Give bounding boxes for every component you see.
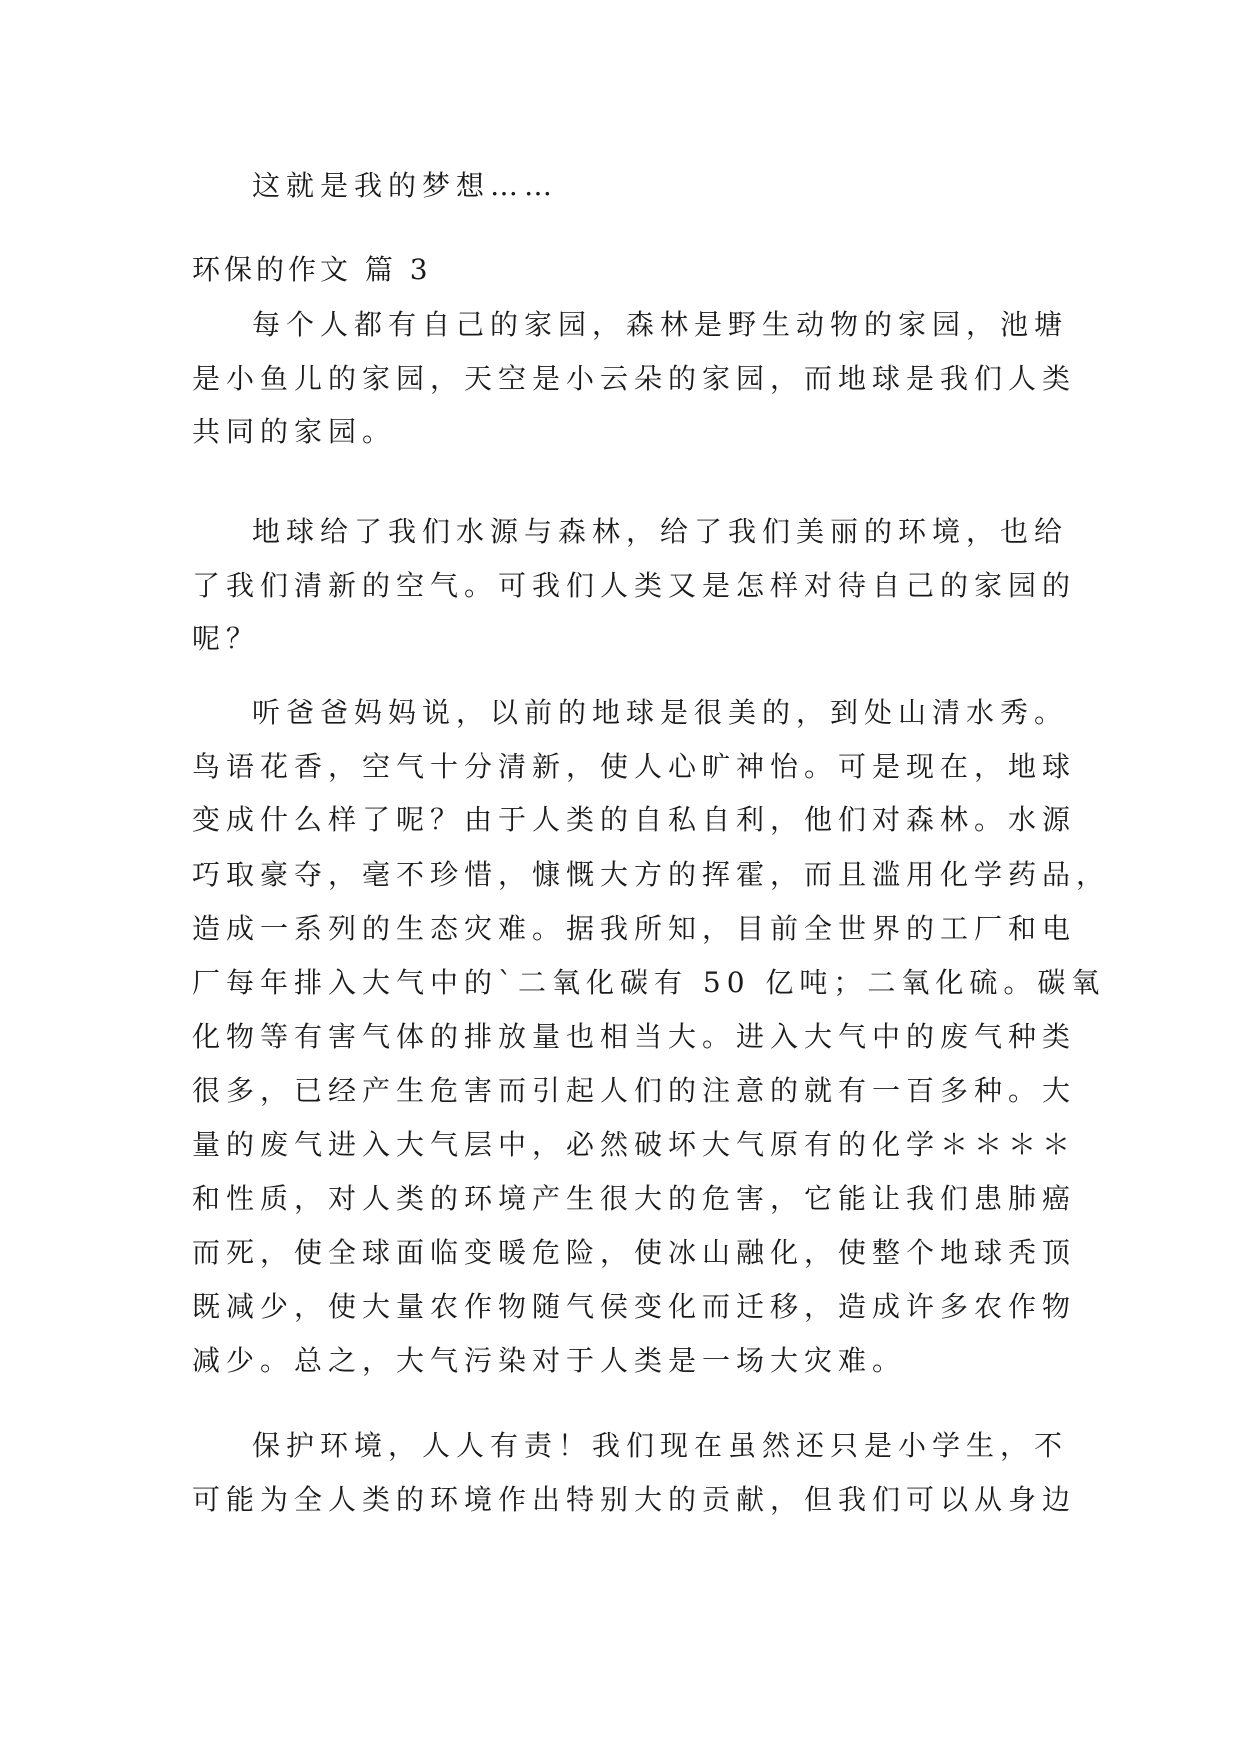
paragraph-line: 是小鱼儿的家园，天空是小云朵的家园，而地球是我们人类 [192,362,1077,395]
paragraph-line: 变成什么样了呢？由于人类的自私自利，他们对森林。水源 [192,803,1077,836]
paragraph-line: 呢？ [192,622,261,655]
paragraph-line: 造成一系列的生态灾难。据我所知，目前全世界的工厂和电 [192,912,1077,945]
paragraph-line: 了我们清新的空气。可我们人类又是怎样对待自己的家园的 [192,569,1077,602]
paragraph-line: 和性质，对人类的环境产生很大的危害，它能让我们患肺癌 [192,1182,1077,1215]
paragraph-line: 而死，使全球面临变暖危险，使冰山融化，使整个地球秃顶 [192,1236,1077,1269]
paragraph-line: 厂每年排入大气中的`二氧化碳有 50 亿吨；二氧化硫。碳氧 [192,966,1106,999]
paragraph-line: 很多，已经产生危害而引起人们的注意的就有一百多种。大 [192,1074,1077,1107]
paragraph-line: 地球给了我们水源与森林，给了我们美丽的环境，也给 [252,515,1069,548]
closing-line: 这就是我的梦想…… [252,169,559,202]
paragraph-line: 巧取豪夺，毫不珍惜，慷慨大方的挥霍，而且滥用化学药品， [192,858,1111,891]
paragraph-line: 减少。总之，大气污染对于人类是一场大灾难。 [192,1344,907,1377]
paragraph-line: 保护环境，人人有责！我们现在虽然还只是小学生，不 [252,1429,1069,1462]
paragraph-line: 量的废气进入大气层中，必然破坏大气原有的化学＊＊＊＊ [192,1128,1077,1161]
paragraph-line: 听爸爸妈妈说，以前的地球是很美的，到处山清水秀。 [252,696,1069,729]
paragraph-line: 每个人都有自己的家园，森林是野生动物的家园，池塘 [252,308,1069,341]
paragraph-line: 既减少，使大量农作物随气侯变化而迁移，造成许多农作物 [192,1290,1077,1323]
section-title: 环保的作文 篇 3 [192,253,432,286]
paragraph-line: 共同的家园。 [192,415,397,448]
paragraph-line: 鸟语花香，空气十分清新，使人心旷神怡。可是现在，地球 [192,750,1077,783]
paragraph-line: 可能为全人类的环境作出特别大的贡献，但我们可以从身边 [192,1483,1077,1516]
paragraph-line: 化物等有害气体的排放量也相当大。进入大气中的废气种类 [192,1020,1077,1053]
